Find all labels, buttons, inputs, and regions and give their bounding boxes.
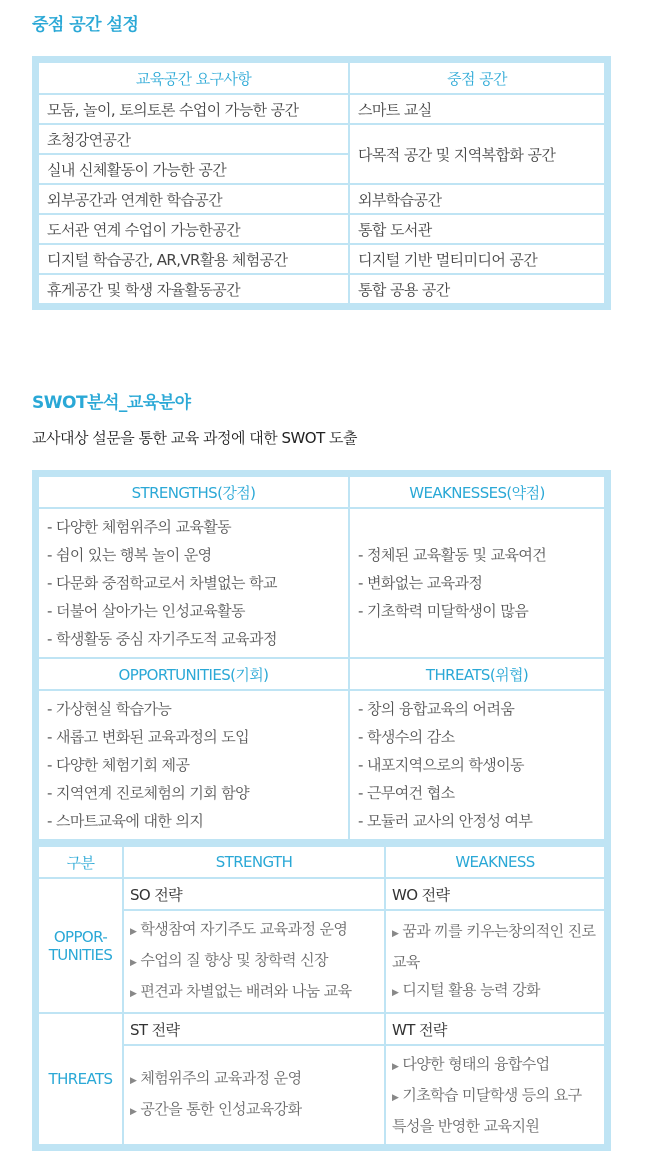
weaknesses-list: [349, 508, 605, 658]
strategy-table-frame: [32, 840, 611, 1151]
list-item: ▶ 학생참여 자기주도 교육과정 운영: [130, 920, 348, 938]
list-item: - 모듈러 교사의 안정성 여부: [358, 812, 533, 830]
requirement-cell: 디지털 학습공간, AR,VR활용 체험공간: [38, 244, 349, 274]
opportunities-row-label: OPPOR- TUNITIES: [38, 878, 123, 1013]
list-item: - 학생활동 중심 자기주도적 교육과정: [47, 630, 277, 648]
list-item: ▶ 꿈과 끼를 키우는창의적인 진로교육: [392, 921, 596, 971]
list-item: - 지역연계 진로체험의 기회 함양: [47, 784, 250, 802]
list-item: - 창의 융합교육의 어려움: [358, 700, 515, 718]
threats-row-label: THREATS: [38, 1013, 123, 1145]
list-item: - 스마트교육에 대한 의지: [47, 812, 204, 830]
so-strategy-items: [123, 910, 385, 1013]
header-category: 구분: [38, 846, 123, 878]
strategy-table: [37, 845, 606, 1146]
st-strategy-title: ST 전략: [123, 1013, 385, 1045]
st-strategy-items: [123, 1045, 385, 1145]
space-cell: 통합 공용 공간: [349, 274, 605, 304]
list-item: - 다양한 체험위주의 교육활동: [47, 518, 231, 536]
swot-table-frame: [32, 470, 611, 846]
header-weakness: WEAKNESS: [385, 846, 605, 878]
requirement-cell: 초청강연공간: [38, 124, 349, 154]
list-item: - 다문화 중점학교로서 차별없는 학교: [47, 574, 277, 592]
list-item: - 학생수의 감소: [358, 728, 455, 746]
triangle-bullet-icon: ▶: [130, 927, 137, 937]
space-cell: 다목적 공간 및 지역복합화 공간: [349, 124, 605, 184]
triangle-bullet-icon: ▶: [392, 1093, 399, 1103]
space-cell: 외부학습공간: [349, 184, 605, 214]
list-item: - 변화없는 교육과정: [358, 574, 483, 592]
table-row: [38, 184, 605, 214]
list-item: ▶ 체험위주의 교육과정 운영: [130, 1069, 302, 1087]
header-focus-space: 중점 공간: [349, 62, 605, 94]
space-cell: 디지털 기반 멀티미디어 공간: [349, 244, 605, 274]
swot-subtitle: 교사대상 설문을 통한 교육 과정에 대한 SWOT 도출: [32, 429, 358, 447]
table-row: [38, 214, 605, 244]
list-item: ▶ 다양한 형태의 융합수업: [392, 1055, 550, 1073]
section-title-swot: SWOT분석_교육분야: [32, 393, 191, 413]
strengths-header: STRENGTHS(강점): [38, 476, 349, 508]
triangle-bullet-icon: ▶: [130, 1076, 137, 1086]
triangle-bullet-icon: ▶: [392, 987, 399, 998]
threats-header: THREATS(위협): [349, 658, 605, 690]
header-strength: STRENGTH: [123, 846, 385, 878]
triangle-bullet-icon: ▶: [392, 928, 399, 939]
wt-strategy-title: WT 전략: [385, 1013, 605, 1045]
list-item: - 내포지역으로의 학생이동: [358, 756, 524, 774]
list-item: ▶ 수업의 질 향상 및 창학력 신장: [130, 951, 328, 969]
list-item: ▶ 편견과 차별없는 배려와 나눔 교육: [130, 982, 352, 1000]
triangle-bullet-icon: ▶: [392, 1062, 399, 1072]
opportunities-list: [38, 690, 349, 840]
section-title-focus-space: 중점 공간 설정: [32, 15, 139, 35]
table-row: [38, 94, 605, 124]
table-row: [38, 124, 605, 154]
focus-space-table: [37, 61, 606, 305]
weaknesses-header: WEAKNESSES(약점): [349, 476, 605, 508]
focus-space-table-frame: [32, 56, 611, 310]
list-item: - 더불어 살아가는 인성교육활동: [47, 602, 245, 620]
list-item: ▶ 기초학습 미달학생 등의 요구 특성을 반영한 교육지원: [392, 1086, 582, 1135]
so-strategy-title: SO 전략: [123, 878, 385, 910]
list-item: - 쉼이 있는 행복 놀이 운영: [47, 546, 212, 564]
swot-table: [37, 475, 606, 841]
list-item: - 근무여건 협소: [358, 784, 455, 802]
list-item: - 새롭고 변화된 교육과정의 도입: [47, 728, 250, 746]
triangle-bullet-icon: ▶: [130, 989, 137, 999]
requirement-cell: 실내 신체활동이 가능한 공간: [38, 154, 349, 184]
space-cell: 통합 도서관: [349, 214, 605, 244]
threats-list: [349, 690, 605, 840]
requirement-cell: 외부공간과 연계한 학습공간: [38, 184, 349, 214]
requirement-cell: 도서관 연계 수업이 가능한공간: [38, 214, 349, 244]
list-item: - 정체된 교육활동 및 교육여건: [358, 546, 547, 564]
list-item: - 다양한 체험기회 제공: [47, 756, 190, 774]
list-item: - 기초학력 미달학생이 많음: [358, 602, 529, 620]
wo-strategy-items: [385, 910, 605, 1013]
list-item: ▶ 공간을 통한 인성교육강화: [130, 1100, 302, 1118]
list-item: ▶ 디지털 활용 능력 강화: [392, 980, 540, 999]
list-item: - 가상현실 학습가능: [47, 700, 172, 718]
space-cell: 스마트 교실: [349, 94, 605, 124]
header-requirements: 교육공간 요구사항: [38, 62, 349, 94]
wt-strategy-items: [385, 1045, 605, 1145]
table-row: [38, 244, 605, 274]
triangle-bullet-icon: ▶: [130, 1107, 137, 1117]
wo-strategy-title: WO 전략: [385, 878, 605, 910]
table-row: [38, 274, 605, 304]
requirement-cell: 모둠, 놀이, 토의토론 수업이 가능한 공간: [38, 94, 349, 124]
triangle-bullet-icon: ▶: [130, 958, 137, 968]
requirement-cell: 휴게공간 및 학생 자율활동공간: [38, 274, 349, 304]
strengths-list: [38, 508, 349, 658]
opportunities-header: OPPORTUNITIES(기회): [38, 658, 349, 690]
